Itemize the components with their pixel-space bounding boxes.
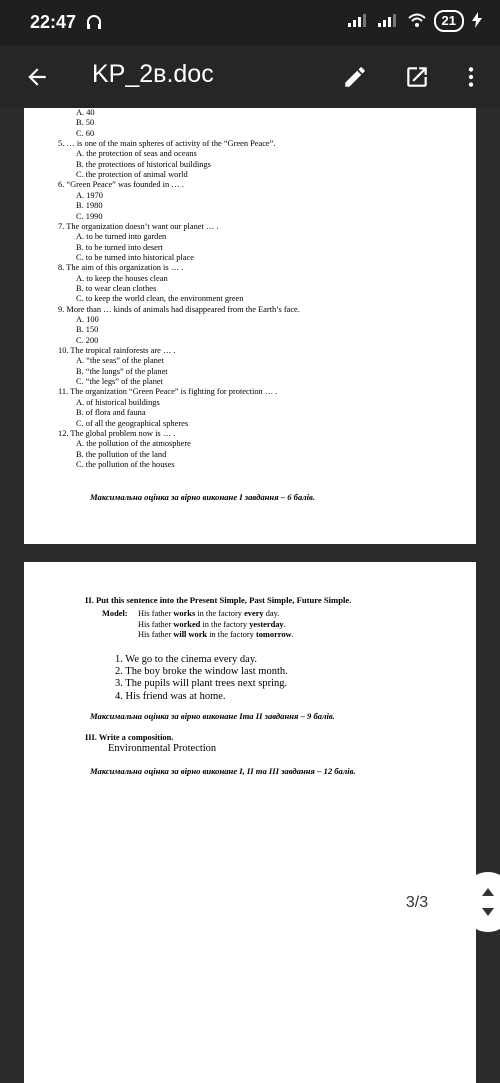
fast-scroll-handle[interactable] xyxy=(463,872,500,932)
wifi-icon xyxy=(408,13,426,30)
answer-option: A. of historical buildings xyxy=(76,397,160,407)
answer-option: C. 60 xyxy=(76,128,95,138)
status-time: 22:47 xyxy=(30,12,77,32)
answer-option: A. the pollution of the atmosphere xyxy=(76,439,191,449)
model-part-bold2: tomorrow xyxy=(255,630,292,639)
question-text: 9. More than … kinds of animals had disappeared from the Earth’s face. xyxy=(58,304,300,314)
question-text: 8. The aim of this organization is … . xyxy=(58,263,184,273)
exercise-sentence: 4. His friend was at home. xyxy=(115,690,226,702)
task2-title: II. Put this sentence into the Present Simple, Past Simple, Future Simple. xyxy=(85,595,352,605)
model-part-post: . xyxy=(283,619,286,629)
answer-option: C. “the legs” of the planet xyxy=(76,377,163,387)
answer-option: A. to keep the houses clean xyxy=(76,273,168,283)
answer-option: C. 200 xyxy=(76,335,99,345)
task3-topic: Environmental Protection xyxy=(108,743,217,754)
model-sentence xyxy=(138,620,286,630)
status-bar xyxy=(0,0,500,46)
exercise-sentence: 1. We go to the cinema every day. xyxy=(115,654,258,665)
answer-option: A. to be turned into garden xyxy=(76,232,167,242)
model-sentence xyxy=(138,630,294,640)
model-label: Model: xyxy=(102,609,128,618)
answer-option: B. the protections of historical buildings xyxy=(76,159,211,169)
back-button[interactable] xyxy=(20,60,54,94)
exercise-sentence: 2. The boy broke the window last month. xyxy=(115,666,288,678)
edit-button[interactable] xyxy=(338,60,372,94)
model-part-post: day. xyxy=(263,609,280,618)
headphones-icon xyxy=(86,14,102,35)
model-part-pre: His father xyxy=(138,630,174,639)
model-part-bold: works xyxy=(173,609,196,618)
model-part-bold2: every xyxy=(244,609,264,618)
model-part-mid: in the factory xyxy=(195,609,245,618)
answer-option: B. to be turned into desert xyxy=(76,242,163,252)
answer-option: B. 50 xyxy=(76,118,95,128)
max-score-task1: Максимальна оцінка за вірно виконане І завдання – 6 балів. xyxy=(90,492,316,502)
answer-option: B. the pollution of the land xyxy=(76,449,167,459)
model-part-mid: in the factory xyxy=(200,619,250,629)
answer-option: C. to be turned into historical place xyxy=(76,252,194,262)
model-part-pre: His father xyxy=(138,619,174,629)
model-sentence xyxy=(138,609,279,619)
page-indicator: 3/3 xyxy=(386,865,448,941)
more-vert-icon xyxy=(458,64,484,90)
task3-title: III. Write a composition. xyxy=(85,733,174,742)
model-part-bold: worked xyxy=(173,619,201,629)
answer-option: B. of flora and fauna xyxy=(76,408,146,418)
signal-icon-2 xyxy=(378,13,400,30)
question-text: 6. “Green Peace” was founded in … . xyxy=(58,180,184,190)
document-page-2 xyxy=(24,108,476,544)
answer-option: C. the protection of animal world xyxy=(76,170,188,180)
answer-option: B. to wear clean clothes xyxy=(76,283,157,293)
model-part-mid: in the factory xyxy=(207,630,256,639)
question-text: 12. The global problem now is … . xyxy=(58,428,176,438)
document-title: KP_2в.doc xyxy=(92,60,214,88)
answer-option: C. of all the geographical spheres xyxy=(76,418,189,428)
model-part-post: . xyxy=(291,630,294,639)
answer-option: C. the pollution of the houses xyxy=(76,459,175,469)
answer-option: A. 1970 xyxy=(76,190,103,200)
answer-option: B. “the lungs” of the planet xyxy=(76,366,168,376)
answer-option: B. 1980 xyxy=(76,201,103,211)
exercise-sentence: 3. The pupils will plant trees next spring. xyxy=(115,678,288,690)
battery-indicator: 21 xyxy=(434,10,464,32)
open-external-button[interactable] xyxy=(400,60,434,94)
more-options-button[interactable] xyxy=(454,60,488,94)
model-part-pre: His father xyxy=(138,609,174,618)
document-page-3 xyxy=(24,562,476,1083)
signal-icon xyxy=(348,13,370,30)
question-text: 11. The organization “Green Peace” is fighting for protection … . xyxy=(58,387,278,397)
model-part-bold: will work xyxy=(173,630,208,639)
answer-option: A. 40 xyxy=(76,108,95,117)
max-score-task2: Максимальна оцінка за вірно виконане Іта ІІ завдання – 9 балів. xyxy=(90,711,335,721)
question-text: 5. … is one of the main spheres of activity of the “Green Peace”. xyxy=(58,139,276,149)
model-part-bold2: yesterday xyxy=(249,619,284,629)
answer-option: C. 1990 xyxy=(76,211,103,221)
answer-option: C. to keep the world clean, the environment green xyxy=(76,294,244,304)
question-text: 7. The organization doesn’t want our planet … . xyxy=(58,221,219,231)
answer-option: A. “the seas” of the planet xyxy=(76,356,164,366)
charging-icon xyxy=(472,12,482,31)
answer-option: B. 150 xyxy=(76,325,99,335)
answer-option: A. the protection of seas and oceans xyxy=(76,149,197,159)
max-score-task3: Максимальна оцінка за вірно виконане І, ІІ та ІІІ завдання – 12 балів. xyxy=(90,766,356,776)
open-in-new-icon xyxy=(404,64,430,90)
answer-option: A. 100 xyxy=(76,315,99,324)
scroll-up-down-icon xyxy=(481,886,495,918)
pencil-icon xyxy=(342,64,368,90)
question-text: 10. The tropical rainforests are … . xyxy=(58,346,176,356)
app-bar xyxy=(0,46,500,108)
arrow-back-icon xyxy=(24,64,50,90)
